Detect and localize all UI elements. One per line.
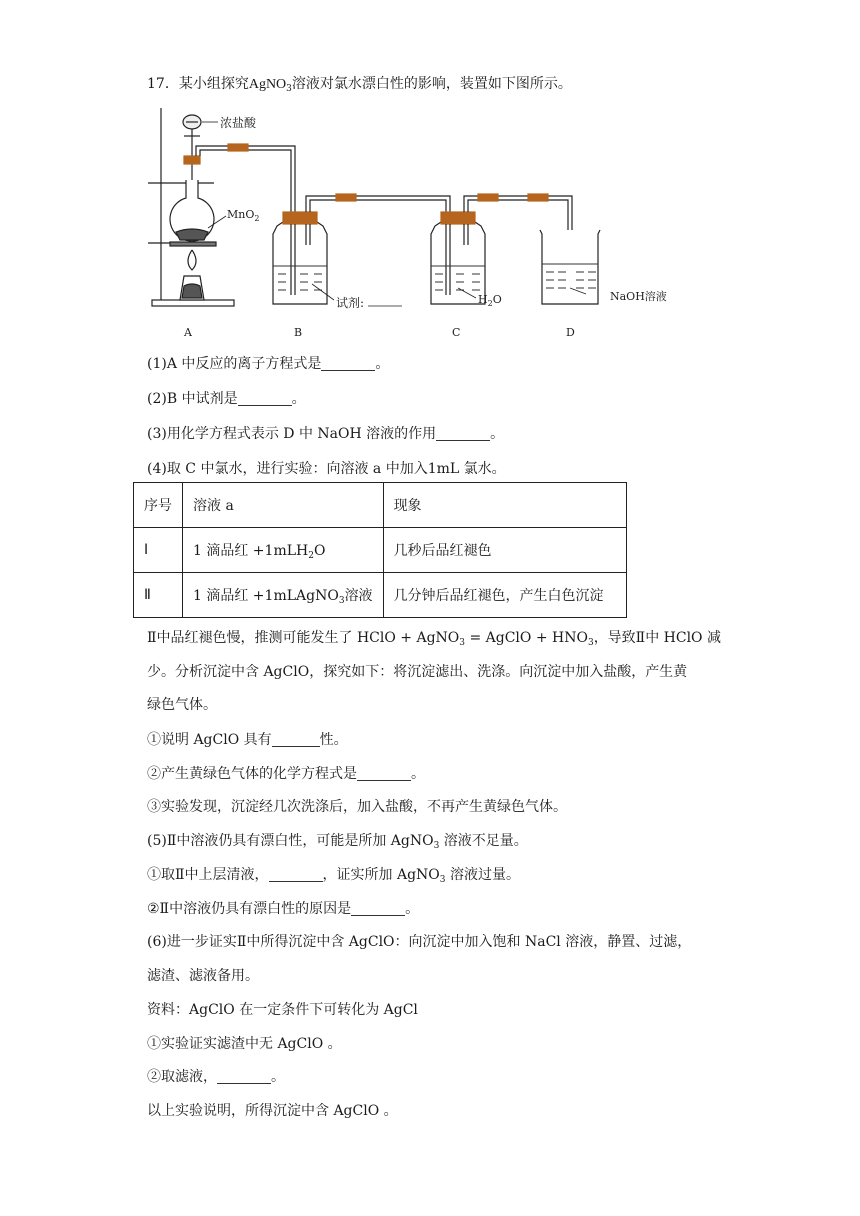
question-3: (3)用化学方程式表示 D 中 NaOH 溶液的作用 。: [147, 426, 505, 442]
table-cell: Ⅰ: [134, 528, 183, 573]
answer-blank-3[interactable]: [436, 427, 490, 441]
q4-sub-1: ①说明 AgClO 具有 性。: [147, 732, 348, 748]
label-reagent: 试剂:: [336, 296, 365, 310]
stopper-c: [441, 212, 475, 224]
stopper-b: [283, 212, 317, 224]
apparatus-diagram: [140, 100, 700, 340]
flask-stopper: [184, 156, 200, 164]
answer-blank-6-2[interactable]: [217, 1070, 271, 1084]
q6-line-2: 滤渣、滤液备用。: [147, 968, 259, 984]
q6-conclusion: 以上实验说明，所得沉淀中含 AgClO 。: [147, 1103, 398, 1119]
question-title: [147, 74, 572, 95]
table-cell: 几秒后品红褪色: [383, 528, 626, 573]
bottle-b: [273, 222, 327, 304]
hose-bc: [336, 194, 356, 201]
table-cell: 1 滴品红 +1mLH$_2$O: [183, 528, 384, 573]
table-header: 溶液 a: [183, 483, 384, 528]
question-number: 17．: [147, 76, 179, 92]
q4-sub-3: ③实验发现，沉淀经几次洗涤后，加入盐酸，不再产生黄绿色气体。: [147, 799, 567, 815]
experiment-table: [133, 482, 627, 618]
bottle-c: [431, 222, 485, 304]
table-row: [134, 528, 627, 573]
label-h2o: $H_2O$: [478, 293, 502, 308]
table-header: 现象: [383, 483, 626, 528]
title-sub: 3: [286, 84, 292, 94]
title-pre: 某小组探究: [178, 76, 249, 92]
q6-info: 资料：AgClO 在一定条件下可转化为 AgCl: [147, 1002, 418, 1018]
beaker-d: [540, 230, 600, 304]
q6-sub-1: ①实验证实滤渣中无 AgClO 。: [147, 1036, 342, 1052]
table-cell: Ⅱ: [134, 573, 183, 618]
label-d: D: [566, 326, 575, 339]
q5-sub-1: ①取Ⅱ中上层清液， ，证实所加 AgNO$_3$ 溶液过量。: [147, 867, 520, 885]
hose-cd2: [528, 194, 548, 201]
q6-sub-2: ②取滤液， 。: [147, 1069, 285, 1085]
mno2-solid: [176, 229, 208, 240]
answer-blank-1[interactable]: [321, 357, 375, 371]
label-b: B: [294, 326, 303, 339]
table-cell: 1 滴品红 +1mLAgNO$_3$溶液: [183, 573, 384, 618]
analysis-line-3: 绿色气体。: [147, 697, 217, 713]
title-post: 溶液对氯水漂白性的影响，装置如下图所示。: [291, 76, 572, 92]
answer-blank-4-2[interactable]: [357, 767, 411, 781]
label-mno2: MnO$_2$: [227, 208, 260, 223]
table-cell: 几分钟后品红褪色，产生白色沉淀: [383, 573, 626, 618]
title-chem: AgNO: [248, 77, 287, 92]
question-2: (2)B 中试剂是 。: [147, 391, 306, 407]
question-4: (4)取 C 中氯水，进行实验：向溶液 a 中加入1mL 氯水。: [147, 461, 506, 477]
q4-sub-2: ②产生黄绿色气体的化学方程式是 。: [147, 766, 425, 782]
analysis-line-2: 少。分析沉淀中含 AgClO，探究如下：将沉淀滤出、洗涤。向沉淀中加入盐酸，产生黄: [147, 664, 688, 680]
hose-cd1: [478, 194, 498, 201]
analysis-line-1: Ⅱ中品红褪色慢，推测可能发生了 HClO + AgNO$_3$ = AgClO + $HNO_3$，导致Ⅱ中 HClO 减: [147, 630, 721, 648]
table-header: 序号: [134, 483, 183, 528]
question-5: (5)Ⅱ中溶液仍具有漂白性，可能是所加 AgNO$_3$ 溶液不足量。: [147, 833, 528, 851]
label-a: A: [184, 326, 192, 339]
hose-ab: [228, 144, 248, 151]
answer-blank-5-2[interactable]: [351, 902, 405, 916]
q5-sub-2: ②Ⅱ中溶液仍具有漂白性的原因是 。: [147, 901, 420, 917]
question-1: (1)A 中反应的离子方程式是 。: [147, 356, 390, 372]
table-header-row: [134, 483, 627, 528]
answer-blank-4-1[interactable]: [272, 733, 320, 747]
answer-blank-5-1[interactable]: [269, 868, 323, 882]
stand-base: [152, 300, 234, 306]
answer-blank-2[interactable]: [238, 392, 292, 406]
label-c: C: [452, 326, 461, 339]
label-conc-hcl: 浓盐酸: [220, 116, 257, 130]
table-row: [134, 573, 627, 618]
label-naoh: NaOH溶液: [610, 290, 667, 303]
question-6: (6)进一步证实Ⅱ中所得沉淀中含 AgClO：向沉淀中加入饱和 NaCl 溶液，静置、过滤，: [147, 934, 692, 950]
